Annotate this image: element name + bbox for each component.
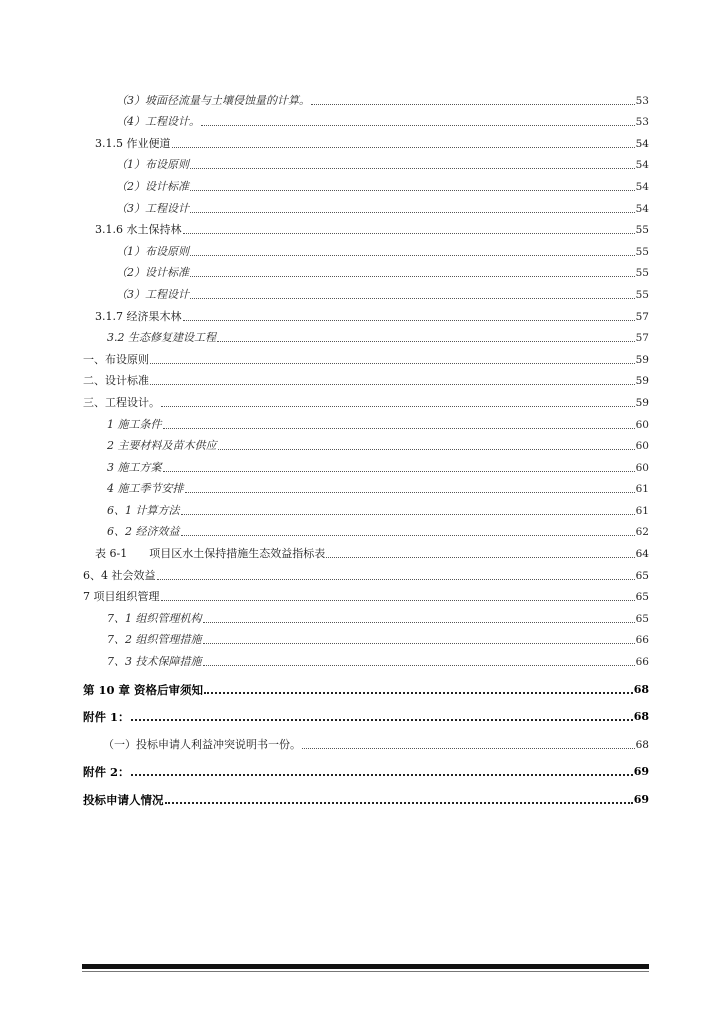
toc-entry[interactable] xyxy=(83,475,649,497)
dot-leader xyxy=(183,320,635,321)
toc-entry-title: 附件 2： xyxy=(83,765,130,780)
toc-entry[interactable] xyxy=(83,388,649,410)
toc-entry-page: 60 xyxy=(635,418,649,431)
toc-entry[interactable] xyxy=(83,108,649,130)
toc-entry-title: （一）投标申请人利益冲突说明书一份。 xyxy=(103,737,301,751)
toc-entry-page: 53 xyxy=(635,116,649,129)
toc-entry-page: 54 xyxy=(635,202,649,215)
dot-leader xyxy=(157,579,635,580)
toc-entry[interactable] xyxy=(83,194,649,216)
toc-entry[interactable] xyxy=(83,129,649,151)
toc-entry-title: （2）设计标准 xyxy=(116,266,189,280)
toc-entry-title: （1）布设原则 xyxy=(116,244,189,258)
toc-entry-page: 55 xyxy=(635,267,649,280)
toc-entry-page: 55 xyxy=(635,224,649,237)
toc-entry-page: 65 xyxy=(635,569,649,582)
toc-entry[interactable] xyxy=(83,86,649,108)
toc-entry-title: 3.1.5 作业便道 xyxy=(95,136,171,150)
toc-entry[interactable] xyxy=(83,539,649,561)
toc-entry[interactable] xyxy=(83,583,649,605)
toc-entry-title: 表 6-1 项目区水土保持措施生态效益指标表 xyxy=(95,547,326,561)
toc-entry[interactable] xyxy=(83,561,649,583)
toc-entry[interactable] xyxy=(83,453,649,475)
toc-entry-title: 附件 1： xyxy=(83,710,130,725)
toc-entry[interactable] xyxy=(83,172,649,194)
toc-entry-title: 第 10 章 资格后审须知 xyxy=(83,682,204,697)
dot-leader xyxy=(161,600,635,601)
dot-leader xyxy=(131,719,633,721)
toc-entry[interactable] xyxy=(83,216,649,238)
toc-entry-page: 62 xyxy=(635,526,649,539)
toc-entry-title: 7、2 组织管理措施 xyxy=(107,633,202,647)
toc-entry[interactable] xyxy=(83,151,649,173)
toc-entry-title: 3.2 生态修复建设工程 xyxy=(107,331,216,345)
dot-leader xyxy=(185,492,635,493)
footer-rule-thin xyxy=(82,971,649,972)
dot-leader xyxy=(183,233,635,234)
table-of-contents xyxy=(83,86,649,807)
toc-entry-page: 66 xyxy=(635,656,649,669)
toc-entry-page: 53 xyxy=(635,94,649,107)
toc-entry-title: 7 项目组织管理 xyxy=(83,590,160,604)
toc-entry-title: 7、3 技术保障措施 xyxy=(107,655,202,669)
toc-entry-page: 61 xyxy=(635,483,649,496)
dot-leader xyxy=(150,363,635,364)
dot-leader xyxy=(165,802,633,804)
toc-entry[interactable] xyxy=(83,432,649,454)
toc-entry-title: 6、2 经济效益 xyxy=(107,525,180,539)
dot-leader xyxy=(163,428,635,429)
toc-entry[interactable] xyxy=(83,626,649,648)
toc-entry-title: （2）设计标准 xyxy=(116,179,189,193)
toc-entry-title: 一、布设原则 xyxy=(83,352,149,366)
toc-entry-chapter[interactable] xyxy=(83,697,649,725)
toc-entry[interactable] xyxy=(83,367,649,389)
toc-entry[interactable] xyxy=(83,410,649,432)
toc-entry-page: 69 xyxy=(633,792,649,806)
toc-entry-title: （4）工程设计。 xyxy=(116,115,200,129)
dot-leader xyxy=(150,384,635,385)
dot-leader xyxy=(203,665,635,666)
dot-leader xyxy=(218,449,635,450)
dot-leader xyxy=(190,190,635,191)
toc-entry-page: 57 xyxy=(635,332,649,345)
footer-rule xyxy=(82,964,649,969)
toc-entry[interactable] xyxy=(83,259,649,281)
dot-leader xyxy=(131,774,633,776)
toc-entry-title: （3）工程设计 xyxy=(116,287,189,301)
dot-leader xyxy=(190,212,635,213)
toc-entry[interactable] xyxy=(83,237,649,259)
toc-entry-title: 6、4 社会效益 xyxy=(83,568,156,582)
toc-entry-title: 3 施工方案 xyxy=(107,460,162,474)
dot-leader xyxy=(190,298,635,299)
toc-entry-page: 54 xyxy=(635,159,649,172)
toc-entry[interactable] xyxy=(83,302,649,324)
toc-entry[interactable] xyxy=(83,280,649,302)
toc-entry-page: 65 xyxy=(635,612,649,625)
toc-entry-title: 投标申请人情况 xyxy=(83,792,164,807)
dot-leader xyxy=(201,125,635,126)
toc-entry-page: 55 xyxy=(635,288,649,301)
toc-entry-page: 59 xyxy=(635,396,649,409)
toc-entry-page: 68 xyxy=(635,738,649,751)
dot-leader xyxy=(302,748,635,749)
toc-entry-title: （1）布设原则 xyxy=(116,158,189,172)
toc-entry-title: 3.1.7 经济果木林 xyxy=(95,309,182,323)
toc-entry-title: 1 施工条件 xyxy=(107,417,162,431)
dot-leader xyxy=(190,255,635,256)
toc-entry-page: 60 xyxy=(635,440,649,453)
toc-entry-title: 7、1 组织管理机构 xyxy=(107,611,202,625)
toc-entry[interactable] xyxy=(83,604,649,626)
toc-entry-title: （3）工程设计 xyxy=(116,201,189,215)
toc-entry-title: 2 主要材料及苗木供应 xyxy=(107,439,217,453)
toc-entry[interactable] xyxy=(83,724,649,752)
toc-entry-page: 59 xyxy=(635,375,649,388)
dot-leader xyxy=(190,276,635,277)
dot-leader xyxy=(311,104,635,105)
toc-entry-page: 64 xyxy=(635,548,649,561)
dot-leader xyxy=(204,692,633,694)
dot-leader xyxy=(203,643,635,644)
dot-leader xyxy=(181,514,635,515)
dot-leader xyxy=(217,341,635,342)
toc-entry-page: 54 xyxy=(635,180,649,193)
toc-entry-page: 69 xyxy=(633,765,649,779)
dot-leader xyxy=(163,471,635,472)
toc-entry-page: 54 xyxy=(635,137,649,150)
toc-entry-title: 6、1 计算方法 xyxy=(107,503,180,517)
toc-entry-title: 二、设计标准 xyxy=(83,374,149,388)
toc-entry[interactable] xyxy=(83,647,649,669)
toc-entry-page: 65 xyxy=(635,591,649,604)
toc-entry-chapter[interactable] xyxy=(83,779,649,807)
toc-entry-page: 55 xyxy=(635,245,649,258)
toc-entry-title: 4 施工季节安排 xyxy=(107,482,184,496)
dot-leader xyxy=(190,168,635,169)
toc-entry[interactable] xyxy=(83,518,649,540)
toc-entry-page: 68 xyxy=(633,710,649,724)
toc-entry[interactable] xyxy=(83,345,649,367)
toc-entry-page: 60 xyxy=(635,461,649,474)
toc-entry-chapter[interactable] xyxy=(83,752,649,780)
toc-entry-page: 68 xyxy=(633,682,649,696)
dot-leader xyxy=(172,147,635,148)
toc-entry-title: 三、工程设计。 xyxy=(83,395,160,409)
toc-entry-page: 61 xyxy=(635,504,649,517)
dot-leader xyxy=(161,406,635,407)
toc-entry-page: 66 xyxy=(635,634,649,647)
toc-entry[interactable] xyxy=(83,324,649,346)
toc-entry[interactable] xyxy=(83,496,649,518)
toc-entry-page: 57 xyxy=(635,310,649,323)
dot-leader xyxy=(326,557,634,558)
toc-entry-page: 59 xyxy=(635,353,649,366)
dot-leader xyxy=(203,622,635,623)
toc-entry-title: （3）坡面径流量与土壤侵蚀量的计算。 xyxy=(116,93,310,107)
toc-entry-chapter[interactable] xyxy=(83,669,649,697)
toc-entry-title: 3.1.6 水土保持林 xyxy=(95,223,182,237)
dot-leader xyxy=(181,535,635,536)
